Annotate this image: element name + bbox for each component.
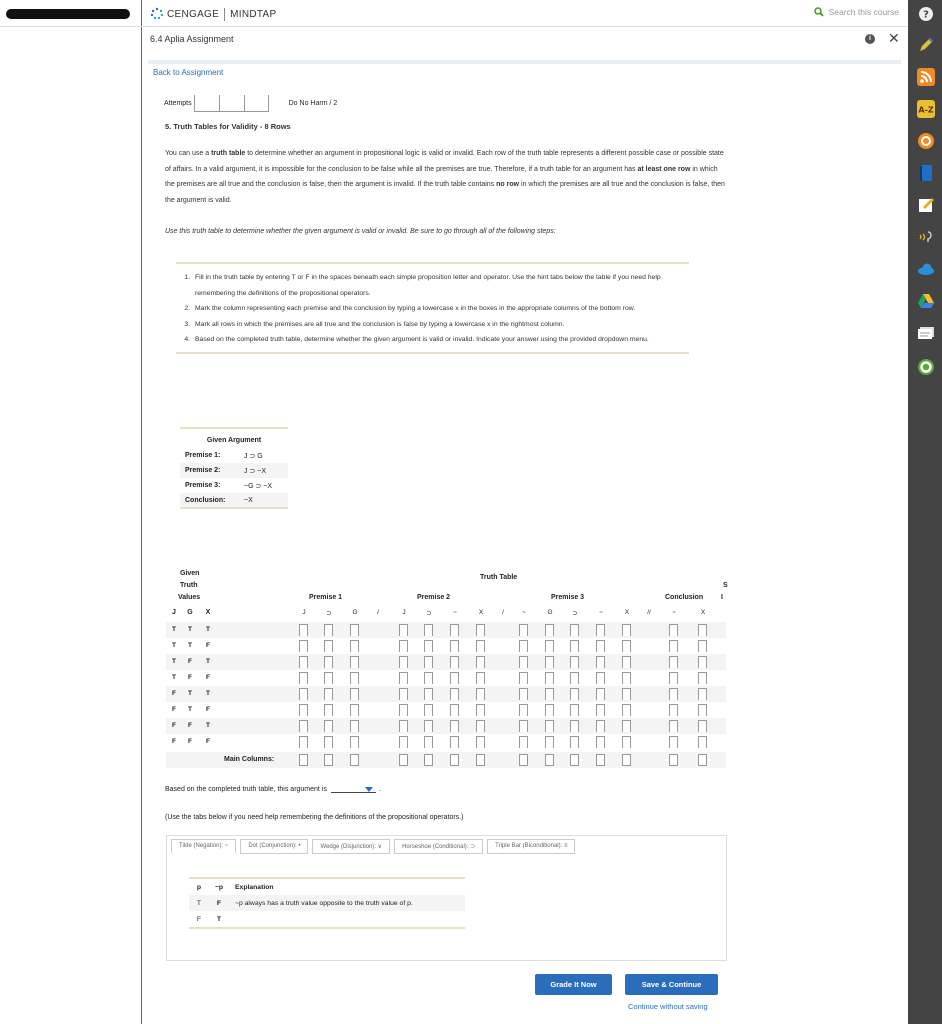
brand-divider [224,8,225,21]
edge-header: I [721,594,723,601]
readspeaker-icon[interactable] [917,228,935,246]
truth-value: T [206,690,210,697]
truth-input[interactable] [698,736,707,748]
truth-input[interactable] [424,624,433,636]
truth-input[interactable] [450,688,459,700]
truth-input[interactable] [450,704,459,716]
pencil-icon[interactable] [917,36,935,54]
truth-value: F [206,738,210,745]
truth-value: T [206,658,210,665]
truth-input[interactable] [570,656,579,668]
truth-value: F [172,690,176,697]
given-values-header: Truth [180,582,198,589]
operator-header: X [700,609,706,616]
operator-header: ⊃ [326,610,332,617]
operator-header: // [647,609,651,616]
main-column-input[interactable] [545,754,554,766]
truth-input[interactable] [476,656,485,668]
truth-input[interactable] [324,704,333,716]
truth-table-title: Truth Table [480,574,518,581]
truth-input[interactable] [570,736,579,748]
truth-input[interactable] [698,656,707,668]
truth-input[interactable] [545,624,554,636]
truth-input[interactable] [622,736,631,748]
truth-input[interactable] [698,624,707,636]
step-item: 1. Fill in the truth table by entering T or F in the spaces beneath each simple proposition letter and operator. Use the hint tabs below the table if you need help remembering the definitions of the propositional operators. [184,274,661,297]
truth-value: F [172,738,176,745]
table-row-bg [166,718,726,734]
truth-input[interactable] [350,640,359,652]
dropdown-arrow-icon [365,787,373,792]
truth-input[interactable] [476,672,485,684]
truth-input[interactable] [519,720,528,732]
truth-input[interactable] [476,720,485,732]
truth-value: F [188,674,192,681]
tab-negation[interactable]: Tilde (Negation): ~ [171,839,236,854]
truth-value: F [188,658,192,665]
truth-input[interactable] [596,720,605,732]
truth-input[interactable] [545,720,554,732]
main-column-input[interactable] [596,754,605,766]
left-panel [0,0,142,1024]
notes-icon[interactable] [917,196,935,214]
truth-input[interactable] [669,672,678,684]
truth-input[interactable] [519,640,528,652]
truth-input[interactable] [570,688,579,700]
truth-value: T [172,674,176,681]
truth-input[interactable] [545,640,554,652]
conclusion-row: Conclusion: ~X [180,493,288,507]
search-icon [814,7,824,17]
truth-input[interactable] [519,656,528,668]
truth-input[interactable] [424,656,433,668]
step-item: 2. Mark the column representing each premise and the conclusion by typing a lowercase x in the boxes in the appropriate columns of the bottom row. [184,305,636,312]
truth-input[interactable] [476,688,485,700]
truth-input[interactable] [450,656,459,668]
glossary-icon[interactable] [917,100,935,118]
truth-input[interactable] [596,640,605,652]
operator-header: ~ [672,609,676,616]
truth-input[interactable] [299,688,308,700]
truth-input[interactable] [596,672,605,684]
premise-row: Premise 2: J ⊃ ~X [180,463,288,478]
redacted-text [6,9,130,19]
truth-input[interactable] [450,672,459,684]
attempts-label: Attempts [164,100,192,107]
premise-row: Premise 1: J ⊃ G [185,452,263,460]
main-column-input[interactable] [476,754,485,766]
truth-input[interactable] [570,704,579,716]
step-item: 4. Based on the completed truth table, determine whether the given argument is valid or invalid. Indicate your answer using the provided dropdown menu. [184,336,649,343]
truth-input[interactable] [350,624,359,636]
help-icon[interactable] [917,5,935,23]
truth-input[interactable] [476,624,485,636]
top-bar [142,0,908,27]
main-column-input[interactable] [424,754,433,766]
truth-input[interactable] [350,656,359,668]
main-column-input[interactable] [622,754,631,766]
truth-value: F [206,674,210,681]
truth-input[interactable] [450,640,459,652]
tab-disjunction[interactable]: Wedge (Disjunction): ∨ [312,839,390,854]
truth-input[interactable] [698,688,707,700]
flashcards-icon[interactable] [917,324,935,342]
truth-input[interactable] [596,688,605,700]
truth-input[interactable] [545,688,554,700]
truth-input[interactable] [622,640,631,652]
truth-value: T [172,626,176,633]
operator-header: / [377,609,379,616]
svg-text:A-Z: A-Z [918,105,934,115]
truth-input[interactable] [324,720,333,732]
truth-input[interactable] [622,704,631,716]
truth-input[interactable] [669,688,678,700]
truth-input[interactable] [476,640,485,652]
tab-conditional[interactable]: Horseshoe (Conditional): ⊃ [394,839,483,854]
truth-input[interactable] [669,624,678,636]
main-column-input[interactable] [698,754,707,766]
given-values-header: Values [178,594,201,601]
variable-header: G [187,609,193,616]
truth-input[interactable] [622,720,631,732]
do-no-harm: Do No Harm / 2 [288,100,338,107]
question-intro: You can use a truth table to determine whether an argument in propositional logic is valid or invalid. Each row of the truth table represents a different possible case or possible state of affairs. In a valid argument, it is impossible for the conclusion to be false while all the premises are true. Therefore, if a truth table for an argument has at least one row in which the premises are all true and the conclusion is false, then the argument is invalid. If the truth table contains no row in which the premises are all true and the conclusion is false, then the argument is valid. [165,150,725,204]
truth-input[interactable] [399,704,408,716]
validity-suffix: . [378,786,381,793]
operator-tabs [171,839,579,854]
truth-input[interactable] [669,720,678,732]
cengage-dots-icon [150,7,164,21]
truth-input[interactable] [350,736,359,748]
truth-input[interactable] [324,672,333,684]
truth-value: T [188,642,192,649]
column-group-header: Conclusion [665,594,704,601]
truth-input[interactable] [399,688,408,700]
truth-input[interactable] [424,704,433,716]
assignment-title: 6.4 Aplia Assignment [150,34,234,44]
main-column-input[interactable] [324,754,333,766]
truth-input[interactable] [299,704,308,716]
operator-tabs-panel [166,835,727,961]
truth-input[interactable] [350,672,359,684]
truth-input[interactable] [698,704,707,716]
save-continue-button[interactable]: Save & Continue [625,974,718,995]
table-row-bg [166,686,726,702]
truth-value: T [188,626,192,633]
search-placeholder: Search this course [828,7,899,17]
truth-input[interactable] [399,624,408,636]
truth-value: F [172,722,176,729]
truth-input[interactable] [545,704,554,716]
truth-input[interactable] [698,640,707,652]
progress-icon[interactable] [917,132,935,150]
brand-mindtap: MINDTAP [230,8,277,20]
truth-input[interactable] [424,688,433,700]
truth-input[interactable] [519,624,528,636]
negation-header: p ~p Explanation [196,883,274,891]
truth-input[interactable] [476,704,485,716]
truth-input[interactable] [570,640,579,652]
google-drive-icon[interactable] [917,292,935,310]
variable-header: X [205,609,211,616]
column-group-header: Premise 2 [417,594,451,601]
truth-input[interactable] [596,656,605,668]
truth-input[interactable] [596,704,605,716]
variable-header: J [172,609,176,616]
truth-value: T [188,690,192,697]
truth-input[interactable] [622,656,631,668]
truth-value: T [188,706,192,713]
given-values-header: Given [180,570,200,577]
main-column-input[interactable] [570,754,579,766]
operator-header: / [502,609,504,616]
truth-input[interactable] [350,720,359,732]
grade-it-now-button[interactable]: Grade It Now [535,974,612,995]
rss-icon[interactable] [917,68,935,86]
truth-value: F [188,722,192,729]
truth-input[interactable] [324,624,333,636]
operator-header: ~ [599,609,603,616]
tabs-hint: (Use the tabs below if you need help remembering the definitions of the propositional operators.) [165,814,464,821]
operator-header: X [478,609,484,616]
truth-input[interactable] [622,688,631,700]
truth-input[interactable] [596,624,605,636]
truth-input[interactable] [669,736,678,748]
outlook-icon[interactable] [917,358,935,376]
validity-prompt: Based on the completed truth table, this argument is [165,786,327,793]
truth-input[interactable] [669,704,678,716]
svg-text:?: ? [923,9,929,21]
truth-input[interactable] [350,704,359,716]
back-to-assignment-link[interactable]: Back to Assignment [153,68,224,77]
operator-header: X [624,609,630,616]
step-item: 3. Mark all rows in which the premises are all true and the conclusion is false by typing a lowercase x in the rightmost column. [184,320,565,328]
truth-input[interactable] [669,640,678,652]
negation-row: F T [196,915,222,923]
truth-input[interactable] [545,736,554,748]
truth-input[interactable] [570,672,579,684]
truth-value: T [172,642,176,649]
operator-header: J [402,609,406,616]
truth-input[interactable] [399,656,408,668]
main-column-input[interactable] [299,754,308,766]
truth-input[interactable] [299,720,308,732]
main-column-input[interactable] [399,754,408,766]
truth-input[interactable] [399,672,408,684]
tab-biconditional[interactable]: Triple Bar (Biconditional): ≡ [487,839,575,854]
close-icon[interactable]: ✕ [888,30,900,46]
truth-value: T [172,658,176,665]
truth-input[interactable] [669,656,678,668]
divider [0,26,142,27]
cloud-icon[interactable] [917,260,935,278]
question-title: 5. Truth Tables for Validity - 8 Rows [165,122,291,131]
info-icon[interactable]: i [865,34,875,44]
assignment-content [142,52,908,1024]
validity-dropdown[interactable] [331,784,376,793]
truth-input[interactable] [519,704,528,716]
brand-cengage: CENGAGE [167,8,220,20]
truth-input[interactable] [324,640,333,652]
truth-value: T [206,626,210,633]
question-instruction: Use this truth table to determine whether the given argument is valid or invalid. Be sure to go through all of the following steps: [165,228,556,235]
truth-input[interactable] [450,624,459,636]
truth-input[interactable] [570,720,579,732]
truth-input[interactable] [698,720,707,732]
truth-value: T [206,722,210,729]
operator-header: G [352,609,358,616]
truth-input[interactable] [545,656,554,668]
column-group-header: Premise 3 [551,594,585,601]
given-argument-title: Given Argument [206,437,262,444]
main-column-input[interactable] [669,754,678,766]
search-course[interactable] [814,7,899,17]
premise-row: Premise 3: ~G ⊃ ~X [185,482,273,490]
column-group-header: Premise 1 [309,594,343,601]
operator-header: ~ [522,609,526,616]
truth-input[interactable] [299,656,308,668]
truth-input[interactable] [476,736,485,748]
truth-input[interactable] [299,640,308,652]
truth-input[interactable] [324,688,333,700]
truth-input[interactable] [350,688,359,700]
truth-input[interactable] [450,720,459,732]
negation-row: T F ~p always has a truth value opposite to the truth value of p. [189,895,465,911]
operator-header: G [547,609,553,616]
operator-header: ⊃ [426,610,432,617]
truth-input[interactable] [299,736,308,748]
truth-value: F [172,706,176,713]
app-dock [908,0,942,1024]
main-column-input[interactable] [450,754,459,766]
truth-input[interactable] [299,624,308,636]
truth-input[interactable] [596,736,605,748]
truth-value: F [206,642,210,649]
truth-input[interactable] [698,672,707,684]
continue-without-saving-link[interactable]: Continue without saving [628,1002,708,1011]
truth-value: F [188,738,192,745]
ebook-icon[interactable] [917,164,935,182]
truth-input[interactable] [299,672,308,684]
main-columns-label: Main Columns: [224,756,275,763]
tab-conjunction[interactable]: Dot (Conjunction): • [240,839,308,854]
truth-input[interactable] [519,736,528,748]
truth-input[interactable] [450,736,459,748]
truth-input[interactable] [399,736,408,748]
main-column-input[interactable] [350,754,359,766]
operator-header: ⊃ [572,610,578,617]
table-row-bg [166,654,726,670]
operator-header: J [302,609,306,616]
truth-input[interactable] [399,640,408,652]
truth-input[interactable] [399,720,408,732]
truth-input[interactable] [424,640,433,652]
truth-input[interactable] [622,624,631,636]
edge-header: S [723,582,728,589]
main-column-input[interactable] [519,754,528,766]
truth-input[interactable] [545,672,554,684]
truth-input[interactable] [424,736,433,748]
truth-input[interactable] [570,624,579,636]
validity-question [165,784,381,793]
operator-header: ~ [453,609,457,616]
table-row-bg [166,622,726,638]
truth-input[interactable] [424,672,433,684]
negation-table [189,877,465,929]
truth-input[interactable] [519,688,528,700]
assignment-title-bar [142,27,908,52]
truth-input[interactable] [324,656,333,668]
truth-input[interactable] [324,736,333,748]
truth-input[interactable] [622,672,631,684]
truth-value: F [206,706,210,713]
truth-input[interactable] [519,672,528,684]
cengage-logo[interactable] [150,7,276,21]
truth-input[interactable] [424,720,433,732]
